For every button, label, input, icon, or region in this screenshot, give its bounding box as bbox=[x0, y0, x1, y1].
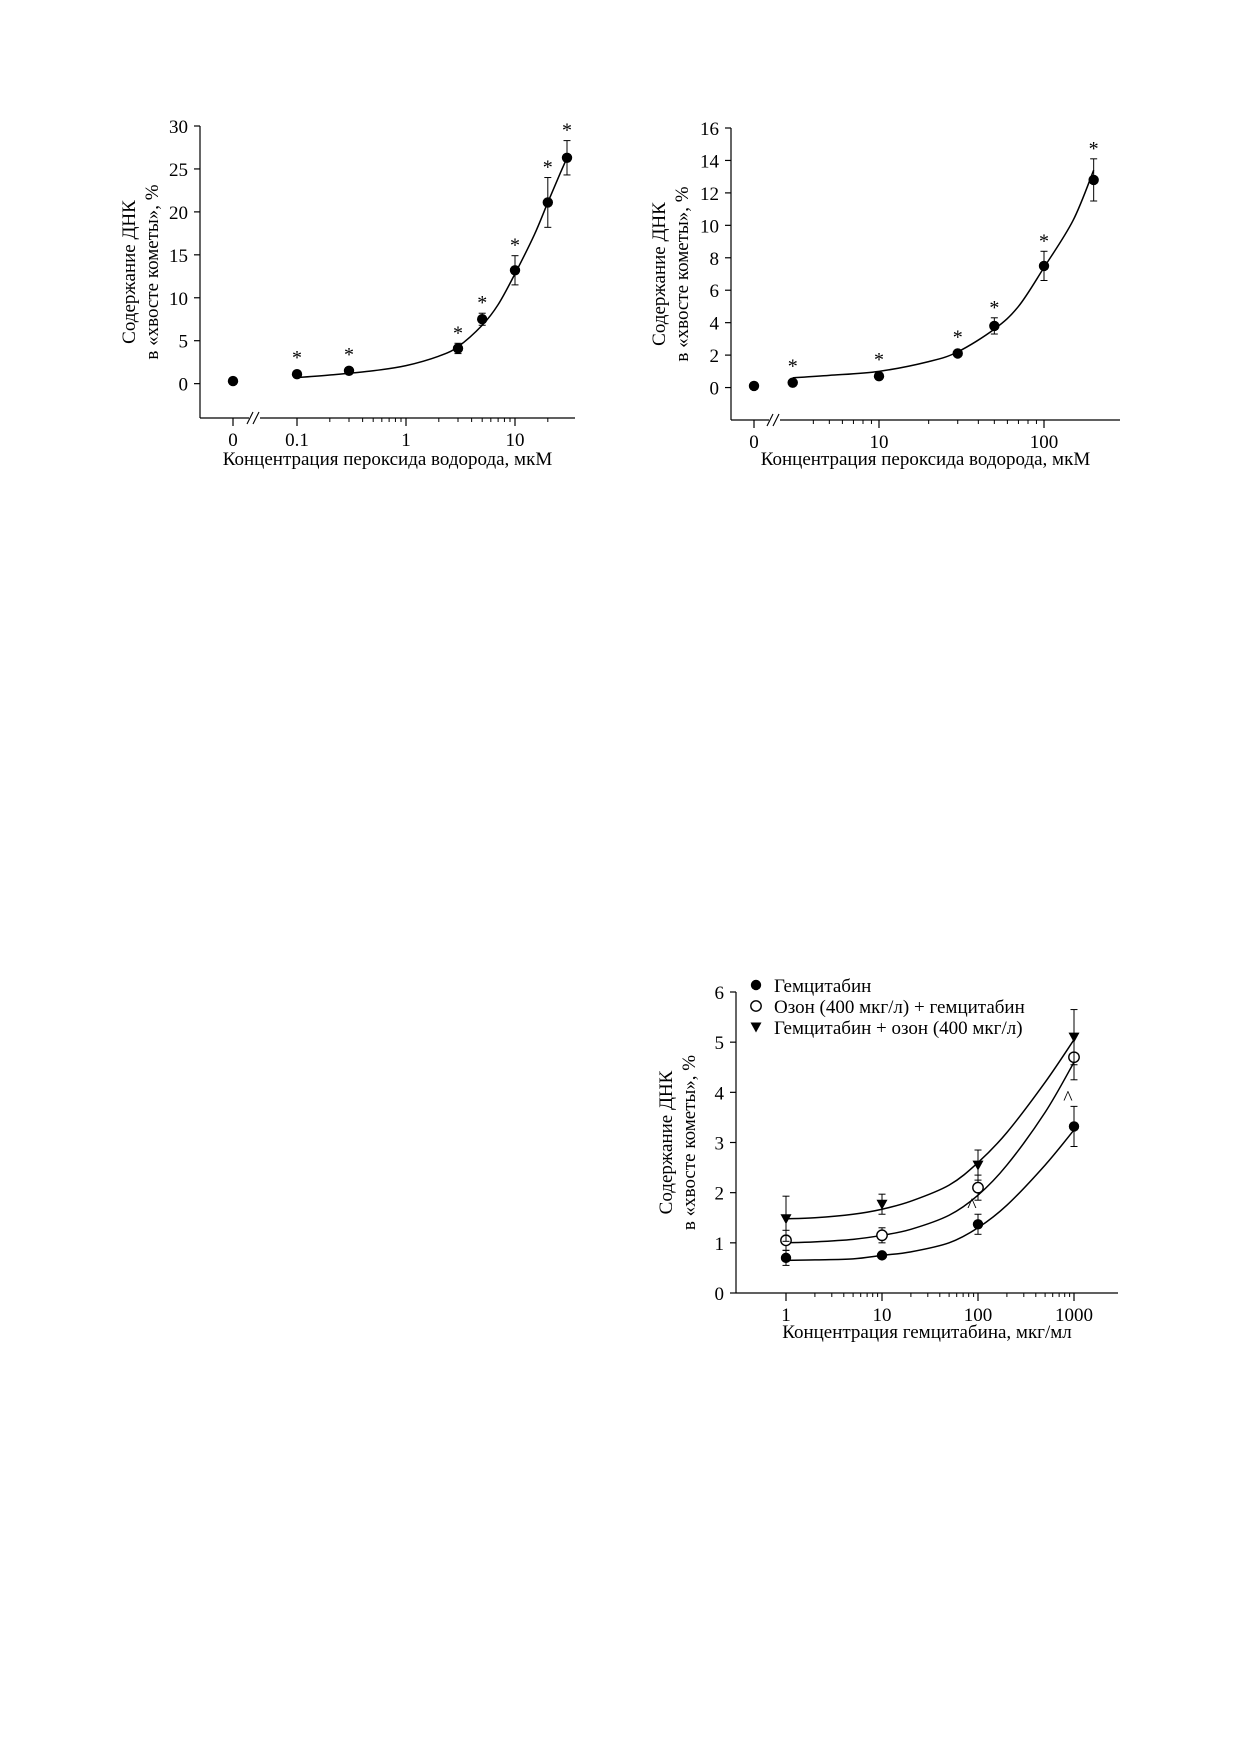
data-point bbox=[874, 371, 884, 381]
significance-star: * bbox=[787, 355, 798, 378]
y-tick-label: 5 bbox=[178, 331, 188, 353]
x-axis-title: Концентрация пероксида водорода, мкМ bbox=[760, 449, 1091, 470]
data-point bbox=[292, 369, 302, 379]
series-1 bbox=[781, 1087, 1079, 1265]
x-tick-label: 10 bbox=[872, 1305, 892, 1326]
x-tick-label: 100 bbox=[963, 1305, 993, 1326]
y-tick-label: 30 bbox=[169, 117, 188, 138]
x-tick-label: 1 bbox=[401, 430, 411, 451]
significance-star: * bbox=[1088, 137, 1099, 160]
y-tick-label: 15 bbox=[169, 245, 188, 267]
chart-2 bbox=[649, 119, 1120, 470]
y-tick-label: 10 bbox=[700, 216, 719, 238]
y-tick-label: 2 bbox=[714, 1183, 724, 1205]
y-tick-label: 6 bbox=[714, 983, 724, 1004]
significance-star: * bbox=[1039, 230, 1049, 253]
data-point bbox=[1039, 261, 1049, 271]
x-tick-label: 0 bbox=[228, 430, 238, 451]
significance-star: * bbox=[344, 343, 355, 366]
legend-marker bbox=[751, 1001, 761, 1011]
significance-star: * bbox=[542, 156, 553, 179]
y-axis-title-line2: в «хвосте кометы», % bbox=[679, 1054, 700, 1231]
legend-marker bbox=[751, 980, 761, 990]
data-point bbox=[953, 348, 963, 358]
y-axis-title bbox=[649, 186, 693, 361]
data-point bbox=[989, 321, 999, 331]
y-axis-title bbox=[656, 1055, 700, 1230]
y-tick-label: 2 bbox=[709, 346, 719, 368]
chart-1 bbox=[119, 117, 575, 470]
significance-star: * bbox=[292, 347, 302, 370]
y-tick-label: 20 bbox=[169, 202, 188, 224]
series-1 bbox=[228, 120, 572, 387]
y-axis-title-line1: Содержание ДНК bbox=[656, 1070, 677, 1215]
series-2 bbox=[781, 1035, 1079, 1251]
data-point bbox=[510, 265, 520, 275]
data-point bbox=[453, 343, 463, 353]
data-point bbox=[477, 314, 487, 324]
data-point bbox=[543, 197, 553, 207]
data-point bbox=[749, 381, 759, 391]
significance-star: * bbox=[562, 119, 573, 142]
y-tick-label: 12 bbox=[700, 183, 719, 205]
y-tick-label: 1 bbox=[714, 1233, 724, 1255]
significance-star: * bbox=[453, 322, 464, 345]
significance-star: * bbox=[989, 296, 1000, 319]
significance-caret: ^ bbox=[1063, 1087, 1073, 1110]
data-point bbox=[1088, 175, 1098, 185]
fit-curve bbox=[786, 1040, 1074, 1219]
significance-caret: ^ bbox=[967, 1195, 977, 1218]
x-tick-label: 0.1 bbox=[285, 430, 309, 451]
x-tick-label: 10 bbox=[869, 432, 889, 453]
data-point bbox=[973, 1182, 983, 1192]
y-tick-label: 14 bbox=[700, 151, 719, 173]
chart-3 bbox=[656, 976, 1118, 1343]
y-tick-label: 3 bbox=[714, 1133, 724, 1155]
y-tick-label: 4 bbox=[709, 313, 719, 335]
data-point bbox=[781, 1253, 791, 1263]
data-point bbox=[1069, 1121, 1079, 1131]
significance-star: * bbox=[510, 234, 520, 257]
series-3 bbox=[781, 1010, 1080, 1242]
legend-label: Гемцитабин + озон (400 мкг/л) bbox=[774, 1018, 1023, 1039]
significance-star: * bbox=[952, 326, 963, 349]
data-point bbox=[1069, 1033, 1080, 1043]
x-tick-label: 1 bbox=[781, 1305, 791, 1326]
legend-marker bbox=[751, 1023, 762, 1033]
data-point bbox=[344, 366, 354, 376]
significance-star: * bbox=[477, 292, 488, 315]
data-point bbox=[788, 377, 798, 387]
y-tick-label: 10 bbox=[169, 288, 188, 310]
y-tick-label: 16 bbox=[700, 119, 719, 140]
data-point bbox=[877, 1230, 887, 1240]
y-axis-title-line2: в «хвосте кометы», % bbox=[142, 184, 163, 360]
y-axis-title-line1: Содержание ДНК bbox=[119, 200, 140, 344]
x-tick-label: 0 bbox=[749, 432, 759, 453]
y-tick-label: 0 bbox=[709, 378, 719, 400]
fit-curve bbox=[793, 170, 1094, 378]
y-tick-label: 25 bbox=[169, 159, 188, 181]
y-tick-label: 5 bbox=[714, 1033, 724, 1055]
y-tick-label: 0 bbox=[178, 374, 188, 396]
fit-curve bbox=[297, 158, 567, 378]
x-axis-title: Концентрация гемцитабина, мкг/мл bbox=[782, 1322, 1072, 1343]
x-tick-label: 100 bbox=[1029, 432, 1059, 453]
data-point bbox=[877, 1250, 887, 1260]
y-axis-title-line1: Содержание ДНК bbox=[649, 202, 670, 346]
fit-curve bbox=[786, 1062, 1074, 1243]
x-tick-label: 1000 bbox=[1055, 1305, 1093, 1326]
legend-label: Озон (400 мкг/л) + гемцитабин bbox=[774, 997, 1025, 1018]
data-point bbox=[973, 1219, 983, 1229]
data-point bbox=[228, 376, 238, 386]
y-tick-label: 8 bbox=[709, 248, 719, 270]
x-axis-title: Концентрация пероксида водорода, мкМ bbox=[222, 449, 553, 470]
y-tick-label: 4 bbox=[714, 1083, 724, 1105]
legend-label: Гемцитабин bbox=[774, 976, 872, 997]
y-tick-label: 0 bbox=[714, 1284, 724, 1305]
x-tick-label: 10 bbox=[505, 430, 525, 451]
data-point bbox=[562, 153, 572, 163]
y-tick-label: 6 bbox=[709, 281, 719, 303]
y-axis-title-line2: в «хвосте кометы», % bbox=[672, 186, 693, 362]
y-axis-title bbox=[119, 184, 163, 359]
series-1 bbox=[749, 138, 1099, 391]
significance-star: * bbox=[874, 349, 884, 372]
